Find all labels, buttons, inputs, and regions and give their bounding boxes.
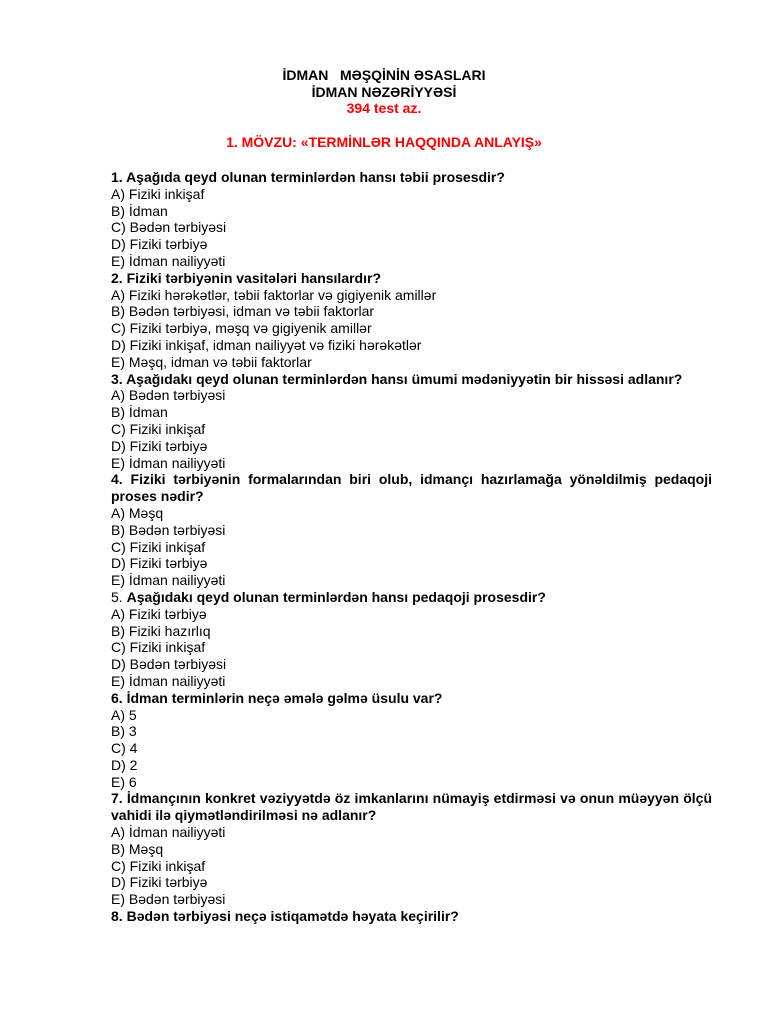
topic-heading: 1. MÖVZU: «TERMİNLƏR HAQQINDA ANLAYIŞ» xyxy=(226,134,542,150)
question-number: 5 xyxy=(111,588,119,605)
answer-option: B) 3 xyxy=(111,723,137,740)
question-block xyxy=(111,790,712,908)
answer-option: D) Fiziki tərbiyə xyxy=(111,437,208,454)
question-body: Bədən tərbiyəsi neçə istiqamətdə həyata keçirilir? xyxy=(126,908,459,925)
question-text xyxy=(111,169,712,186)
answer-option: E) İdman nailiyyəti xyxy=(111,572,226,589)
answer-option: B) Fiziki hazırlıq xyxy=(111,622,211,639)
answer-option: A) İdman nailiyyəti xyxy=(111,824,226,841)
answer-option: C) Fiziki inkişaf xyxy=(111,639,206,656)
question-text xyxy=(111,270,712,287)
answer-option: E) İdman nailiyyəti xyxy=(111,672,226,689)
question-number: 1. xyxy=(111,169,123,185)
question-number: 8. xyxy=(111,908,123,925)
question-text xyxy=(111,371,712,388)
question-body: Fiziki tərbiyənin vasitələri hansılardır? xyxy=(126,269,381,286)
answer-option: E) Bədən tərbiyəsi xyxy=(111,891,226,908)
answer-option: B) Məşq xyxy=(111,840,164,857)
question-block xyxy=(111,908,712,925)
question-body: Aşağıdakı qeyd olunan terminlərdən hansı pedaqoji prosesdir? xyxy=(126,588,546,605)
question-text xyxy=(111,471,712,505)
question-body: İdmançının konkret vəziyyətdə öz imkanlarını nümayiş etdirməsi və onun müəyyən ölçü vahidi ilə qiymətləndirilməsi nə adlanır? xyxy=(111,790,713,824)
answer-option: D) Fiziki tərbiyə xyxy=(111,236,208,253)
answer-option: D) Bədən tərbiyəsi xyxy=(111,656,227,673)
answer-option: D) Fiziki tərbiyə xyxy=(111,555,208,572)
answer-option: E) İdman nailiyyəti xyxy=(111,454,226,471)
answer-option: C) Fiziki inkişaf xyxy=(111,857,206,874)
answer-option: B) Bədən tərbiyəsi xyxy=(111,521,226,538)
answer-option: A) Məşq xyxy=(111,504,164,521)
answer-option: A) Bədən tərbiyəsi xyxy=(111,387,226,404)
header-title: İDMAN MƏŞQİNİN ƏSASLARI xyxy=(282,67,486,83)
answer-option: A) Fiziki tərbiyə xyxy=(111,605,207,622)
question-body: İdman terminlərin neçə əmələ gəlmə üsulu var? xyxy=(126,689,443,706)
question-number: 7. xyxy=(111,790,123,807)
answer-option: C) 4 xyxy=(111,740,138,757)
question-text: 5. Aşağıdakı qeyd olunan terminlərdən hansı pedaqoji prosesdir? xyxy=(111,588,546,605)
answer-option: D) Fiziki inkişaf, idman nailiyyət və fiziki hərəkətlər xyxy=(111,336,422,353)
header-subtitle: İDMAN NƏZƏRİYYƏSİ xyxy=(311,83,457,100)
answer-option: C) Fiziki tərbiyə, məşq və gigiyenik amillər xyxy=(111,320,372,337)
question-text xyxy=(111,908,712,925)
document-header xyxy=(0,67,768,117)
question-block xyxy=(111,589,712,690)
answer-option: B) Bədən tərbiyəsi, idman və təbii faktorlar xyxy=(111,303,375,320)
question-block xyxy=(111,169,712,270)
question-block xyxy=(111,690,712,791)
question-block xyxy=(111,471,712,589)
question-number: 2. xyxy=(111,269,123,286)
question-body: Aşağıda qeyd olunan terminlərdən hansı təbii prosesdir? xyxy=(126,169,505,185)
answer-option: E) Məşq, idman və təbii faktorlar xyxy=(111,353,312,370)
question-body: Aşağıdakı qeyd olunan terminlərdən hansı ümumi mədəniyyətin bir hissəsi adlanır? xyxy=(126,370,683,387)
question-body: Fiziki tərbiyənin formalarından biri olub, idmançı hazırlamağa yönəldilmiş pedaqoji proses nədir? xyxy=(111,471,713,505)
answer-option: E) 6 xyxy=(111,773,137,790)
question-text xyxy=(111,690,712,707)
header-test-count: 394 test az. xyxy=(346,100,422,116)
question-number: 4. xyxy=(111,471,123,488)
question-number: 6. xyxy=(111,689,123,706)
answer-option: D) 2 xyxy=(111,756,138,773)
answer-option: C) Fiziki inkişaf xyxy=(111,538,206,555)
answer-option: A) Fiziki hərəkətlər, təbii faktorlar və gigiyenik amillər xyxy=(111,286,437,303)
question-block xyxy=(111,270,712,371)
answer-option: B) İdman xyxy=(111,404,168,421)
question-list xyxy=(111,169,712,925)
question-block xyxy=(111,371,712,472)
answer-option: E) İdman nailiyyəti xyxy=(111,252,226,269)
question-text xyxy=(111,790,712,824)
answer-option: A) Fiziki inkişaf xyxy=(111,185,205,202)
answer-option: B) İdman xyxy=(111,202,168,219)
question-number: 3. xyxy=(111,370,123,387)
answer-option: C) Bədən tərbiyəsi xyxy=(111,219,227,236)
answer-option: A) 5 xyxy=(111,706,137,723)
answer-option: C) Fiziki inkişaf xyxy=(111,420,206,437)
answer-option: D) Fiziki tərbiyə xyxy=(111,874,208,891)
